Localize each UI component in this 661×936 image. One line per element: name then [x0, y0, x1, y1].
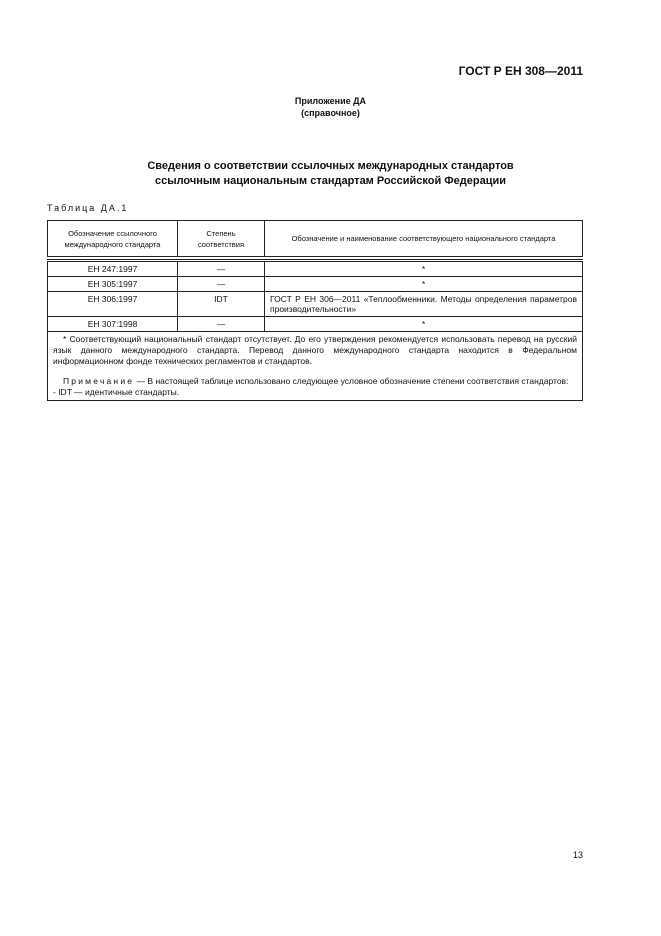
page-number: 13	[572, 850, 583, 860]
cell-reference: ЕН 306:1997	[48, 292, 178, 317]
note	[53, 376, 577, 387]
note-label: Примечание	[63, 376, 135, 386]
footnote: * Соответствующий национальный стандарт отсутствует. До его утверждения рекомендуется использовать перевод на русский язык данного международного стандарта. Перевод данного международного стандарта находится в Федеральном информационном фонде технических регламентов и стандартов.	[53, 334, 577, 366]
document-code: ГОСТ Р ЕН 308—2011	[458, 64, 583, 78]
cell-national: *	[265, 317, 583, 332]
appendix-subtitle: (справочное)	[301, 108, 360, 118]
cell-degree: —	[178, 277, 265, 292]
table-notes	[48, 332, 583, 401]
cell-degree: IDT	[178, 292, 265, 317]
cell-degree: —	[178, 261, 265, 277]
table-row	[48, 261, 583, 277]
table-row	[48, 292, 583, 317]
column-header-degree: Степень соответствия	[178, 221, 265, 257]
section-title	[0, 159, 661, 189]
table-notes-row	[48, 332, 583, 401]
cell-reference: ЕН 305:1997	[48, 277, 178, 292]
column-header-national: Обозначение и наименование соответствующего национального стандарта	[265, 221, 583, 257]
cell-degree: —	[178, 317, 265, 332]
table-caption: Таблица ДА.1	[47, 203, 129, 213]
cell-national: ГОСТ Р ЕН 306—2011 «Теплообменники. Методы определения параметров производительности»	[265, 292, 583, 317]
column-header-reference: Обозначение ссылочного международного стандарта	[48, 221, 178, 257]
note-item: - IDT — идентичные стандарты.	[53, 387, 180, 397]
cell-national: *	[265, 277, 583, 292]
section-title-line-1: Сведения о соответствии ссылочных международных стандартов	[147, 160, 514, 172]
table-header-row	[48, 221, 583, 257]
cell-reference: ЕН 247:1997	[48, 261, 178, 277]
cell-reference: ЕН 307:1998	[48, 317, 178, 332]
table-row	[48, 317, 583, 332]
section-title-line-2: ссылочным национальным стандартам Российской Федерации	[154, 175, 507, 187]
note-text: — В настоящей таблице использовано следующее условное обозначение степени соответствия стандартов:	[134, 376, 569, 386]
cell-national: *	[265, 261, 583, 277]
appendix-title: Приложение ДА	[294, 96, 367, 106]
table-row	[48, 277, 583, 292]
correspondence-table	[47, 220, 583, 401]
